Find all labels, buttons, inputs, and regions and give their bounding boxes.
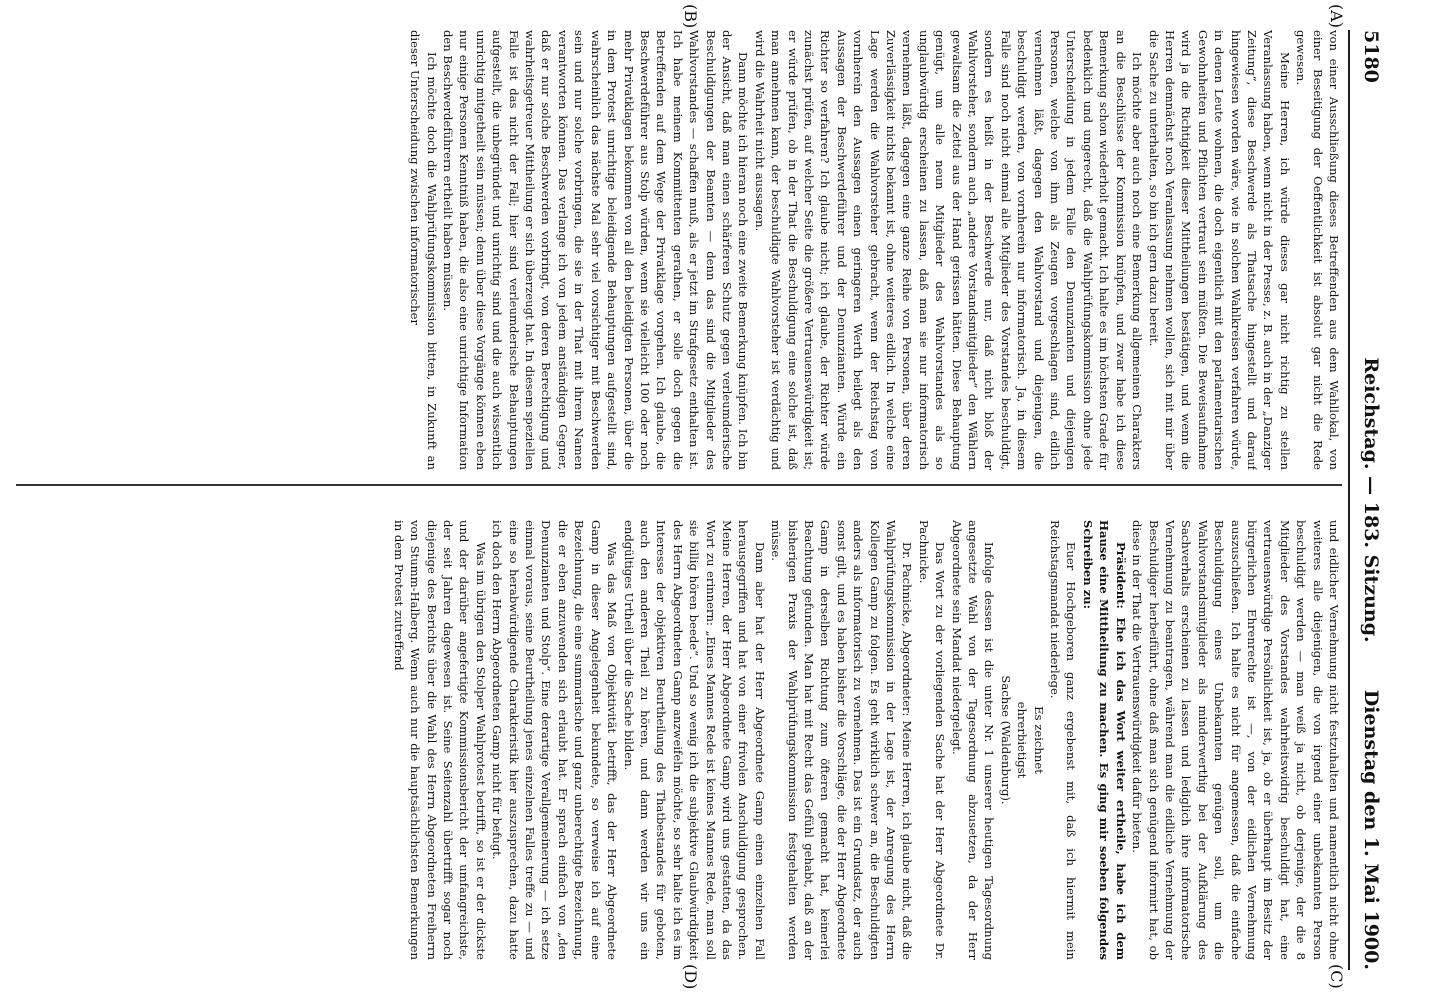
- paragraph: Infolge dessen ist die unter Nr. 1 unserer heutigen Tagesordnung angesetzte Wahl von der Tagesordnung abzusetzen, da der Herr Abgeordnete sein Mandat niedergelegt.: [949, 520, 997, 960]
- page-header: [1354, 30, 1384, 970]
- paragraph: Das Wort zu der vorliegenden Sache hat der Herr Abgeordnete Dr. Pachnicke.: [916, 520, 948, 960]
- marker-d: (D): [681, 964, 700, 990]
- paragraph: Dr. Pachnicke, Abgeordneter: Meine Herren, ich glaube nicht, daß die Wahlprüfungskommission in der Lage ist, der Anregung des Herrn Kollegen Gamp zu folgen. Es geht wirklich schwer an, die Beschuldigten anders als informatorisch zu vernehmen. Das ist ein Grundsatz, der auch sonst gilt, und es haben bisher die Vorschläge, die der Herr Abgeordnete Gamp in derselben Richtung zum öfteren gemacht hat, keinerlei Beachtung gefunden. Man hat mit Recht das Gefühl gehabt, daß an der bisherigen Praxis der Wahlprüfungskommission festgehalten werden müsse.: [769, 520, 915, 960]
- paragraph: Präsident: Ehe ich das Wort weiter ertheile, habe ich dem Hause eine Mittheilung zu machen. Es ging mir soeben folgendes Schreiben zu:: [1080, 520, 1128, 960]
- left-column: [12, 30, 1342, 470]
- paragraph: Meine Herren, ich würde dieses gar nicht richtig zu stellen Veranlassung haben, wenn nicht in der Presse, z. B. auch in der „Danziger Zeitung“, diese Beschwerde als Thatsache hingestellt und darauf hingewiesen worden wäre, wie in solchen Wahlkreisen verfahren würde, in denen Leute wohnen, die doch eigentlich mit den parlamentarischen Gewohnheiten und Pflichten vertraut sein müßten. Die Beweisaufnahme wird ja die Richtigkeit dieser Mittheilungen bestätigen, und wenn die Herren demnächst noch Veranlassung nehmen wollen, sich mit mir über die Sache zu unterhalten, so bin ich gern dazu bereit.: [1146, 30, 1292, 470]
- paragraph: Dann aber hat der Herr Abgeordnete Gamp einen einzelnen Fall herausgegriffen und hat von einer frivolen Anschuldigung gesprochen. Meine Herren, der Herr Abgeordnete Gamp wird uns gestatten, da das Wort zu erinnern: „Eines Mannes Rede ist keines Mannes Rede, man soll sie billig hören beede“. Und so wenig ich die subjektive Glaubwürdigkeit des Herrn Abgeordneten Gamp anzweifeln möchte, so sehr halte ich es im Interesse der objektiven Beurtheilung des Thatbestandes für geboten, auch den anderen Theil zu hören, und dann werden wir uns ein endgültiges Urtheil über die Sache bilden.: [621, 520, 767, 960]
- column-divider: [16, 484, 1342, 486]
- marker-a: (A): [1327, 4, 1346, 29]
- closing-phrase: ehrerbietigst: [1015, 701, 1030, 779]
- paragraph: Dann möchte ich hieran noch eine zweite Bemerkung knüpfen. Ich bin der Ansicht, daß man einen schärferen Schutz gegen verleumderische Beschuldigungen der Beamten — denn das sind die Mitglieder des Wahlvorstandes — schaffen muß, als er jetzt im Strafgesetz enthalten ist. Ich habe meinem Kommittenten gerathen, er solle doch gegen die Betreffenden auf dem Wege der Privatklage vorgehen. Ich glaube, die Beschwerdeführer aus Stolp würden, wenn sie vielleicht 100 oder noch mehr Privatklagen bekommen von all den beleidigten Personen, über die in dem Protest unrichtige beleidigende Behauptungen aufgestellt sind, wahrscheinlich das nächste Mal sehr viel vorsichtiger mit Beschwerden sein und nur solche vorbringen, die sie in der That mit ihrem Namen verantworten können. Das verlange ich von jedem anständigen Gegner, daß er nur solche Beschwerden vorbringt, von deren Berechtigung und wahrheitsgetreuer Mittheilung er sich überzeugt hat. In diesem speziellen Falle ist das nicht der Fall; hier sind verleumderische Behauptungen aufgestellt, die unbegründet und unrichtig sind und die auch wissentlich unrichtig mitgetheilt sein müssen; denn über diese Vorgänge können eben nur einige Personen Kenntniß haben, die also eine unrichtige Information den Beschwerdeführern ertheilt haben müssen.: [441, 30, 751, 470]
- page-number: 5180: [1360, 30, 1382, 83]
- paragraph: und eidlicher Vernehmung nicht festzuhalten und namentlich nicht ohne weiteres alle diejenigen, die von irgend einer unbekannten Person beschuldigt werden — man weiß ja nicht, ob derjenige, der die 8 Mitglieder des Vorstandes wahrheitswidrig beschuldigt hat, eine vertrauenswürdige Persönlichkeit ist, ja, ob er überhaupt im Besitz der bürgerlichen Ehrenrechte ist —, von der eidlichen Vernehmung auszuschließen. Ich halte es nicht für angemessen, daß die einfache Beschuldigung eines Unbekannten genügen soll, um die Wahlvorstandsmitglieder als minderwerthig bei der Aufklärung des Sachverhalts erscheinen zu lassen und lediglich ihre informatorische Vernehmung zu beantragen, während man die eidliche Vernehmung der Beschuldiger herbeiführt, ohne daß man sich genügend informirt hat, ob diese in der That die Vertrauenswürdigkeit dafür bieten.: [1130, 520, 1341, 960]
- paragraph: von einer Ausschließung dieses Betreffenden aus dem Wahllokal, von einer Beseitigung der Oeffentlichkeit ist absolut gar nicht die Rede gewesen.: [1294, 30, 1341, 470]
- right-column: [12, 520, 1342, 960]
- paragraph: Euer Hochgeboren ganz ergebenst mit, daß ich hiermit mein Reichstagsmandat niederlege.: [1048, 520, 1079, 960]
- page-title: Reichstag. — 183. Sitzung.: [1360, 357, 1382, 643]
- paragraph: Ich möchte doch die Wahlprüfungskommission bitten, in Zukunft an dieser Unterscheidung zwischen informatorischer: [408, 30, 439, 470]
- marker-b: (B): [681, 4, 700, 29]
- header-rule: [1348, 30, 1350, 970]
- signature: Sachse (Waldenburg).: [998, 675, 1013, 805]
- paragraph: Was das Maß von Objektivität betrifft, das der Herr Abgeordnete Gamp in dieser Angelegenheit bekundete, so verweise ich auf eine Bezeichnung, die eine summarische und ganz unberechtigte Bezeichnung, die er eben anzuwenden sich erlaubt hat. Er sprach einfach von „den Denunzianten und Stolp“. Eine derartige Verallgemeinerung — ich setze einmal voraus, seine Beurtheilung jenes einzelnen Falles treffe zu — und eine so herabwürdigende Charakteristik hier auszusprechen, dazu hatte ich doch den Herrn Abgeordneten Gamp nicht für befugt.: [490, 520, 620, 960]
- paragraph: Ich möchte aber auch noch eine Bemerkung allgemeinen Charakters an die Beschlüsse der Kommission knüpfen, und zwar habe ich diese Bemerkung schon wiederholt gemacht. Ich halte es im höchsten Grade für bedenklich und ungerecht, daß die Wahlprüfungskommission ohne jede Unterscheidung in jedem Falle den Denunzianten und diejenigen Personen, welche von ihm als Zeugen vorgeschlagen sind, eidlich vernehmen läßt, dagegen den Wahlvorstand und diejenigen, die beschuldigt werden, von vornherein nur informatorisch. Ja, in diesem Falle sind noch nicht einmal alle Mitglieder des Vorstandes beschuldigt, sondern es heißt in der Beschwerde nur, daß nicht bloß der Wahlvorsteher, sondern auch „andere Vorstandsmitglieder“ den Wählern gewaltsam die Zettel aus der Hand gerissen hätten. Diese Behauptung genügt, um alle neun Mitglieder des Wahlvorstandes als so unglaubwürdig erscheinen zu lassen, daß man sie nur informatorisch vernehmen läßt, dagegen eine ganze Reihe von Personen, über deren Zuverlässigkeit nichts bekannt ist, ohne weiteres eidlich. In welche eine Lage werden die Wahlvorsteher gebracht, wenn der Reichstag von vornherein den Aussagen einen geringeren Werth beilegt als den Aussagen der Beschwerdeführer und der Denunzianten. Würde ein Richter so verfahren? Ich glaube nicht; ich glaube, der Richter würde zunächst prüfen, auf welcher Seite die größere Vertrauenswürdigkeit ist; er würde prüfen, ob in der That die Beschuldigung eine solche ist, daß man annehmen kann, der beschuldigte Wahlvorsteher ist verdächtig und wird die Wahrheit nicht aussagen.: [752, 30, 1145, 470]
- marker-c: (C): [1327, 964, 1346, 989]
- page-date: Dienstag den 1. Mai 1900.: [1360, 689, 1382, 970]
- paragraph: Was im übrigen den Stolper Wahlprotest betrifft, so ist er der dickste und der darüber angefertigte Kommissionsbericht der umfangreichste, der seit Jahren dagewesen ist. Seine Seitenzahl übertrifft sogar noch diejenige des Berichts über die Wahl des Herrn Abgeordneten Freiherrn von Stumm-Halberg. Wenn auch nur die hauptsächlichsten Bemerkungen in dem Protest zutreffend: [391, 520, 488, 960]
- closing-phrase: Es zeichnet: [1031, 706, 1046, 774]
